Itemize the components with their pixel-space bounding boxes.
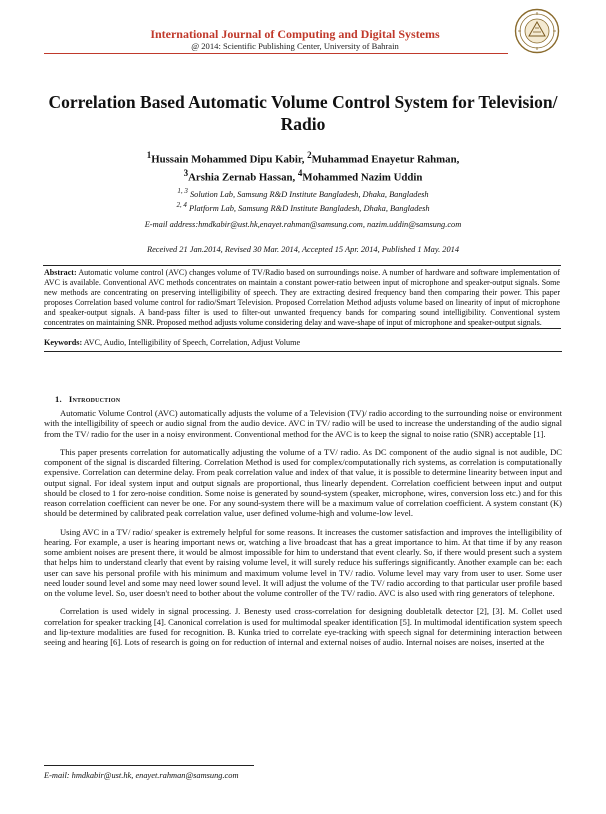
author-list [40, 149, 566, 184]
author-emails: E-mail address:hmdkabir@ust.hk,enayet.rahman@samsung.com, nazim.uddin@samsung.com [144, 220, 462, 229]
body-paragraph: Correlation is used widely in signal processing. J. Benesty used cross-correlation for designing doubletalk detector [2], [3]. M. Collet used correlation for speaker tracking [4]. Canonical correlation is used for multimodal speaker identification [5]. In multimodal identification system speech and lip-texture modalities are fused for recognition. B. Kunka tried to correlate eye-tracking with speech signal for determining interaction between seeing and hearing [6]. Lots of research is going on for reduction of internal and external noises of audio. Internal noises are noises, inserted at the [44, 606, 562, 647]
journal-header [0, 0, 606, 60]
footer-email: E-mail: hmdkabir@ust.hk, enayet.rahman@samsung.com [44, 771, 239, 780]
keywords-divider [44, 351, 562, 352]
journal-title: International Journal of Computing and Digital Systems [150, 27, 440, 41]
keywords [44, 338, 562, 348]
abstract [44, 268, 560, 329]
body-paragraph: Automatic Volume Control (AVC) automatically adjusts the volume of a Television (TV)/ radio according to the surrounding noise or environment with the intelligibility of speech or audio signal from the audio device. AVC in TV/ radio will be used to increase the understanding of the audio signal from the TV/ radio for the user in a noisy environment. Conventional method for the AVC is to keep the signal to noise ratio (SNR) acceptable [1]. [44, 408, 562, 439]
paper-title: Correlation Based Automatic Volume Control System for Television/ Radio [48, 92, 558, 134]
author-name: Muhammad Enayetur Rahman, [311, 153, 460, 166]
abstract-box [43, 265, 561, 329]
abstract-label: Abstract: [44, 268, 77, 277]
publication-dates: Received 21 Jan.2014, Revised 30 Mar. 2014, Accepted 15 Apr. 2014, Published 1 May. 2014 [146, 245, 460, 254]
author-name: Mohammed Nazim Uddin [302, 171, 423, 184]
keywords-label: Keywords: [44, 338, 83, 347]
body-text [44, 408, 562, 655]
affiliation-text: Platform Lab, Samsung R&D Institute Bangladesh, Dhaka, Bangladesh [186, 203, 430, 213]
university-seal-icon [514, 8, 560, 54]
affiliation-sup: 1, 3 [177, 187, 188, 195]
affiliation-text: Solution Lab, Samsung R&D Institute Bangladesh, Dhaka, Bangladesh [187, 189, 429, 199]
author-sup: 1 [146, 150, 152, 160]
author-name: Hussain Mohammed Dipu Kabir, [151, 153, 308, 166]
section-number: 1. [55, 394, 62, 404]
journal-publisher: @ 2014: Scientific Publishing Center, University of Bahrain [191, 41, 399, 51]
abstract-text: Automatic volume control (AVC) changes volume of TV/Radio based on surroundings noise. A number of hardware and software implementation of AVC is available. Conventional AVC methods concentrates on maintain a constant power-ratio between input of microphone and speaker-output signals. Some new methods are concentrating on preserving intelligibility of speech. They are extracting desired frequency band then comparing their power. This paper proposes Correlation based volume control for radio/Smart Television. Proposed Correlation Method adjusts volume based on linearity of input of microphone and speaker-output signals. A band-pass filter is used to filter-out unwanted frequency bands for comparing sound intelligibility. Conventional system concentrates on maintaining SNR. Proposed method adjusts volume considering delay and wave-shape of input of microphone and speaker-output signals. [44, 268, 560, 328]
section-heading [55, 394, 120, 404]
affiliations [40, 186, 566, 214]
author-name: Arshia Zernab Hassan, [188, 171, 298, 184]
footer-divider [44, 765, 254, 766]
keywords-text: AVC, Audio, Intelligibility of Speech, Correlation, Adjust Volume [82, 338, 301, 347]
author-sup: 3 [183, 167, 189, 178]
author-sup: 4 [297, 167, 303, 178]
body-paragraph: Using AVC in a TV/ radio/ speaker is extremely helpful for some reasons. It increases the customer satisfaction and improves the intelligibility of hearing. For example, a user is hearing important news or, watching a live broadcast that has a great importance to him. At that time if by any reason some ambient noises are present there, it would be almost impossible for him to understand that event clearly. So, if there would present such a system that helps him to understand clearly that event by raising volume level, it will surely reduce his sufferings significantly. Another example can be: each user can save his personal profile with his minimum and maximum volume level in TV/ radio. Volume level may vary from user to user. Some user need louder sound level and some may need lower sound level. It will adjust the volume of the TV/ radio according to that particular user profile based on the volume level. So, user doesn't need to bother about the volume controller of the TV/ radio. AVC is also used with ring generators of telephone. [44, 526, 562, 598]
header-divider [44, 53, 508, 54]
author-sup: 2 [307, 150, 312, 160]
section-title: Introduction [68, 394, 121, 404]
affiliation-sup: 2, 4 [176, 200, 187, 209]
body-paragraph: This paper presents correlation for automatically adjusting the volume of a TV/ radio. As DC component of the audio signal is not audible, DC component of the signal is discarded filtering. Correlation Method is used for complex/computationally rich systems, as correlation is computationally expensive. Correlation can determine delay. From peak correlation value and index of that value, it is possible to determine linearity between input and output signal. For ideal system input and output signals are proportional, thus linearly dependent. Correlation coefficient between input and output should be closed to 1 for zero-noise condition. Some noise is generated by sound-system (speaker, microphone, wires, conversion loss etc.) and for this reason correlation coefficient can never be one. For any sound-system there will be a maximum value of correlation coefficient. A system constant (K) should be determined by calibrated peak correlation value, user defined volume-high and volume-low level. [44, 446, 562, 519]
